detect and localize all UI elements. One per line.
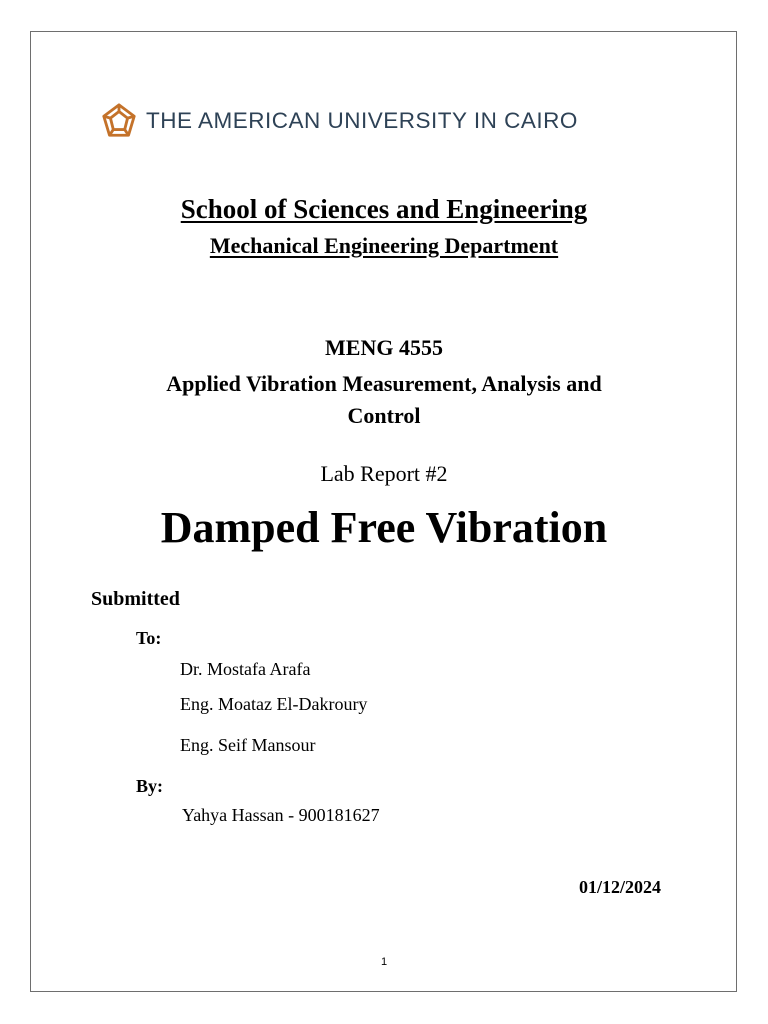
by-label: By: <box>136 776 163 796</box>
course-title <box>0 368 768 432</box>
submitted-heading: Submitted <box>91 588 180 610</box>
submitter-name: Yahya Hassan - 900181627 <box>182 805 380 825</box>
page-number: 1 <box>380 956 388 968</box>
recipient-name: Eng. Moataz El-Dakroury <box>180 694 368 714</box>
university-logo <box>100 101 578 141</box>
department-name: Mechanical Engineering Department <box>209 233 559 258</box>
recipient-name: Eng. Seif Mansour <box>180 735 316 755</box>
to-label: To: <box>136 628 162 648</box>
course-title-line-1: Applied Vibration Measurement, Analysis and <box>166 371 602 396</box>
school-name: School of Sciences and Engineering <box>180 194 588 224</box>
auc-emblem-icon <box>100 102 138 140</box>
report-number: Lab Report #2 <box>320 461 448 486</box>
course-code: MENG 4555 <box>325 335 443 360</box>
university-name: THE AMERICAN UNIVERSITY IN CAIRO <box>146 108 578 133</box>
report-title: Damped Free Vibration <box>160 503 608 552</box>
recipient-name: Dr. Mostafa Arafa <box>180 659 311 679</box>
course-title-line-2: Control <box>347 403 421 428</box>
submission-date: 01/12/2024 <box>578 877 661 897</box>
